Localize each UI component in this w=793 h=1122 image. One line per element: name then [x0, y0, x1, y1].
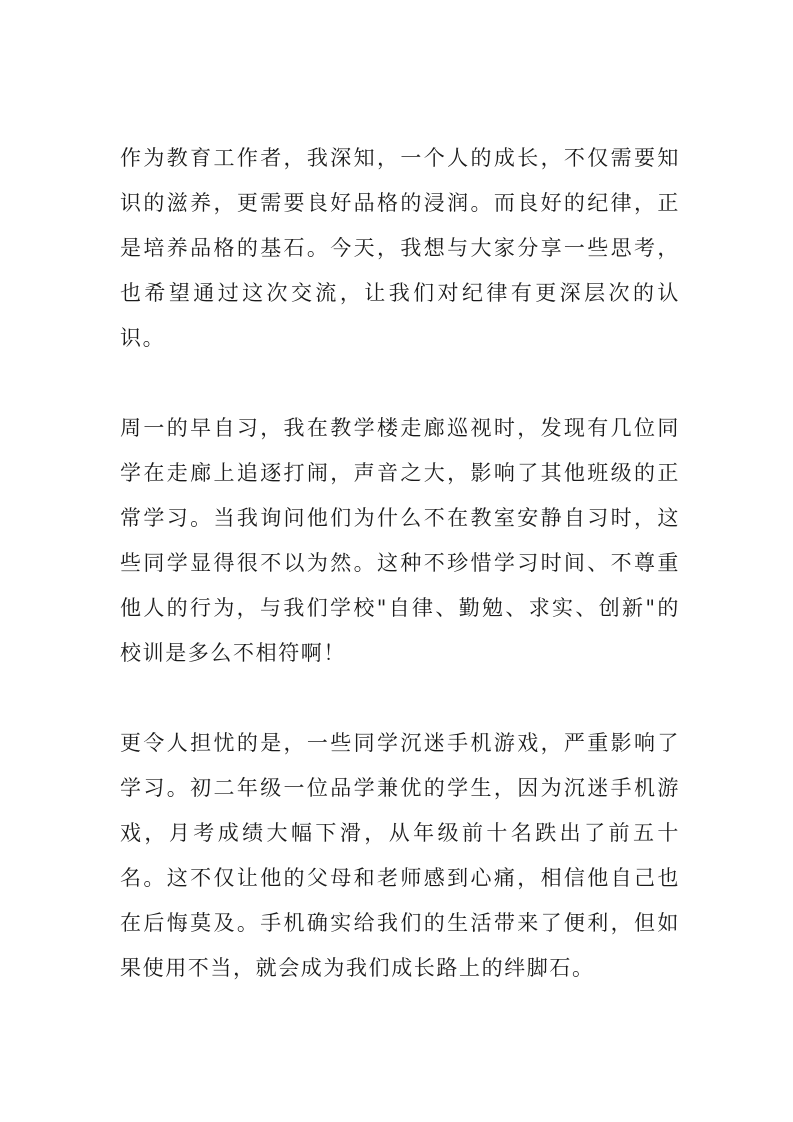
paragraph-1: 作为教育工作者，我深知，一个人的成长，不仅需要知识的滋养，更需要良好品格的浸润。而良好的纪律，正是培养品格的基石。今天，我想与大家分享一些思考，也希望通过这次交流，让我们对纪律有更深层次的认识。 [120, 146, 680, 350]
paragraph-2: 周一的早自习，我在教学楼走廊巡视时，发现有几位同学在走廊上追逐打闹，声音之大，影响了其他班级的正常学习。当我询问他们为什么不在教室安静自习时，这些同学显得很不以为然。这种不珍惜学习时间、不尊重他人的行为，与我们学校"自律、勤勉、求实、创新"的校训是多么不相符啊！ [120, 416, 680, 665]
paragraph-3: 更令人担忧的是，一些同学沉迷手机游戏，严重影响了学习。初二年级一位品学兼优的学生，因为沉迷手机游戏，月考成绩大幅下滑，从年级前十名跌出了前五十名。这不仅让他的父母和老师感到心痛，相信他自己也在后悔莫及。手机确实给我们的生活带来了便利，但如果使用不当，就会成为我们成长路上的绊脚石。 [120, 731, 680, 980]
document-body [120, 136, 680, 991]
